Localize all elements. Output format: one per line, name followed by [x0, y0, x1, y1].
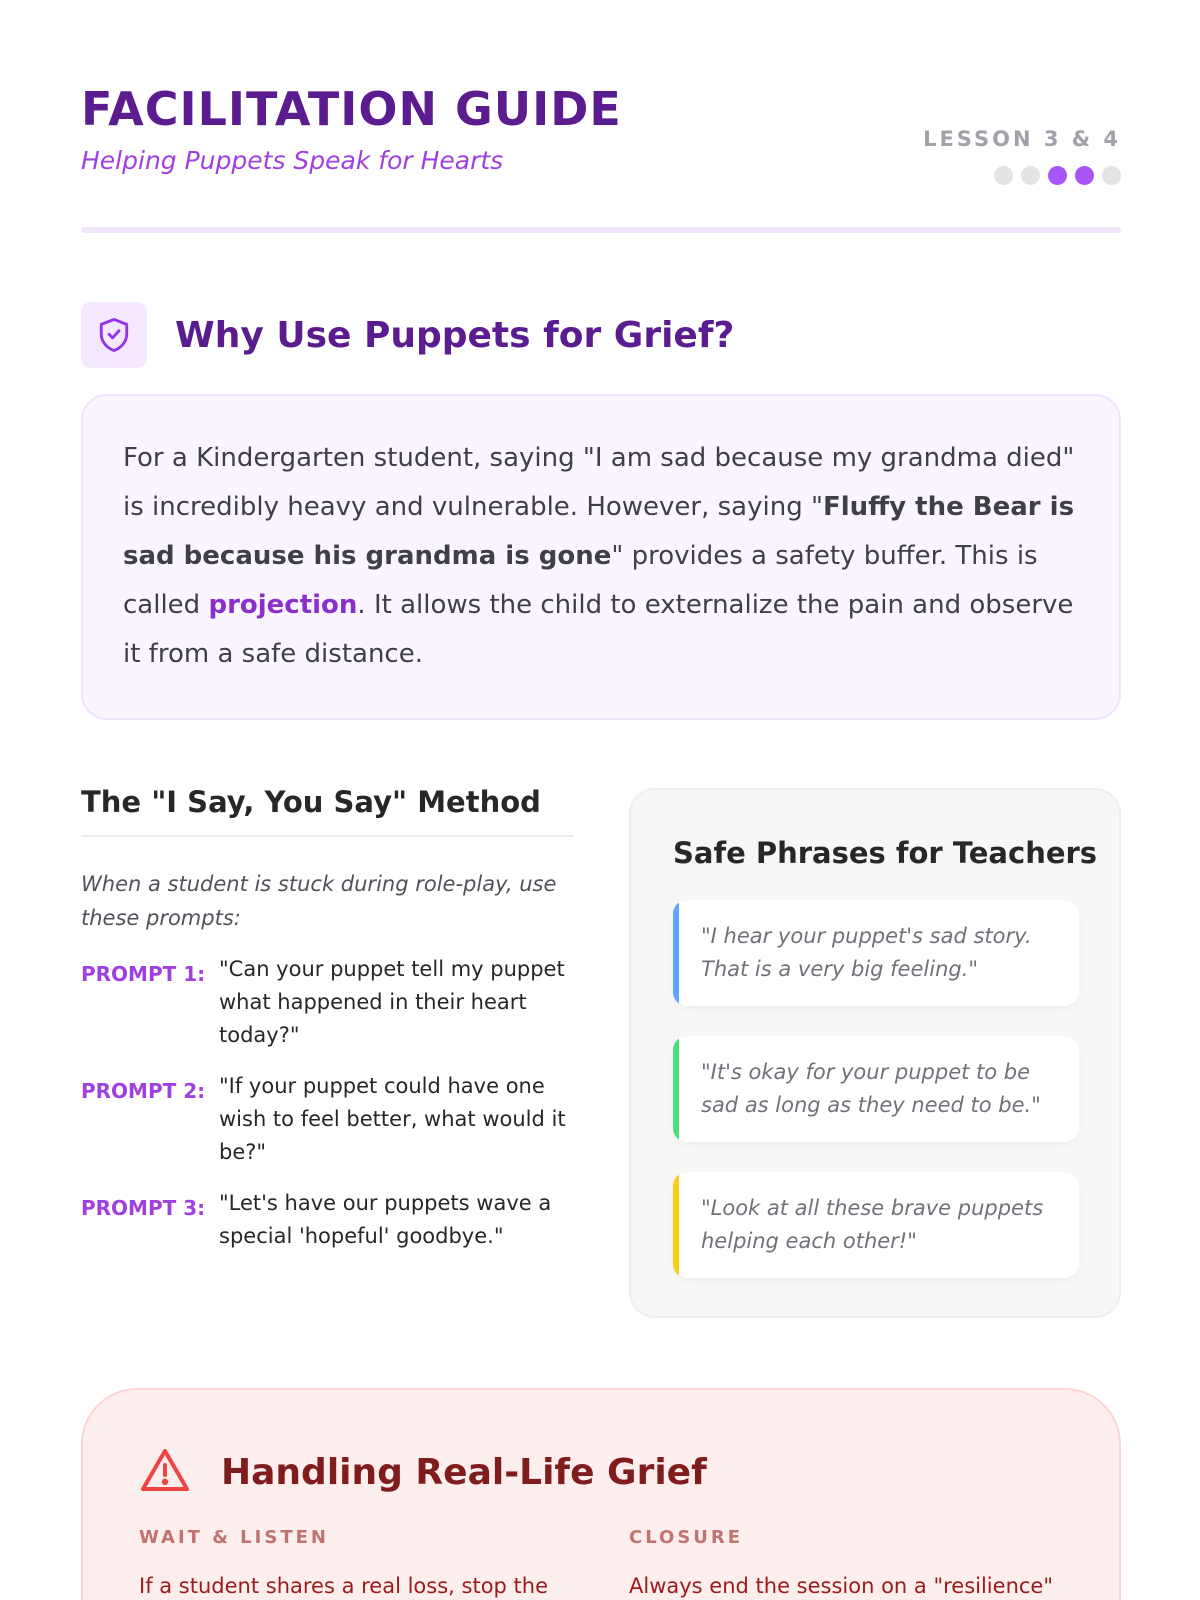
safe-phrase: [673, 1172, 1079, 1278]
progress-dot-active: [1075, 166, 1094, 185]
phrase-accent-bar: [673, 1172, 679, 1278]
safe-phrase: [673, 1036, 1079, 1142]
closure-column: [629, 1527, 1053, 1600]
progress-dot: [1021, 166, 1040, 185]
i-say-you-say-method: [81, 785, 574, 1253]
warning-triangle-icon: [139, 1447, 191, 1497]
prompt-text: "Can your puppet tell my puppet what happened in their heart today?": [219, 957, 565, 1047]
page-title: FACILITATION GUIDE: [81, 82, 622, 136]
prompt-label: PROMPT 1:: [81, 962, 206, 986]
safe-phrases-title: Safe Phrases for Teachers: [673, 836, 1098, 870]
why-section-heading: [81, 302, 734, 368]
projection-term: projection: [208, 590, 358, 620]
callout-text-2: " provides a safety buffer. This is called: [123, 541, 1038, 620]
wait-and-listen-column: [139, 1527, 559, 1600]
callout-text-1: For a Kindergarten student, saying "I am sad because my grandma died" is incredibly heavy and vulnerable. However, saying ": [123, 443, 1075, 522]
projection-explanation: [123, 434, 1079, 679]
closure-label: CLOSURE: [629, 1527, 744, 1548]
safe-phrases-list: [673, 900, 1077, 1278]
safe-phrase: [673, 900, 1079, 1006]
wait-listen-label: WAIT & LISTEN: [139, 1527, 329, 1548]
grief-heading: [139, 1447, 707, 1497]
safe-phrases-card: [629, 788, 1121, 1318]
method-divider: [81, 835, 574, 837]
real-life-grief-card: [81, 1388, 1121, 1600]
callout-bold-example: Fluffy the Bear is sad because his grandma is gone: [123, 492, 1075, 571]
projection-callout: [81, 394, 1121, 720]
progress-dot-active: [1048, 166, 1067, 185]
phrase-accent-bar: [673, 900, 679, 1006]
page-subtitle: Helping Puppets Speak for Hearts: [81, 146, 504, 175]
prompt-label: PROMPT 2:: [81, 1079, 206, 1103]
prompt-text: "Let's have our puppets wave a special 'hopeful' goodbye.": [219, 1191, 552, 1248]
phrase-accent-bar: [673, 1036, 679, 1142]
wait-listen-text: If a student shares a real loss, stop the: [139, 1574, 549, 1598]
grief-title: Handling Real-Life Grief: [221, 1451, 707, 1493]
prompt-text: "If your puppet could have one wish to feel better, what would it be?": [219, 1074, 566, 1164]
progress-dot: [1102, 166, 1121, 185]
prompt-item: [81, 953, 574, 1052]
phrase-text: "I hear your puppet's sad story. That is a very big feeling.": [701, 924, 1032, 981]
prompt-item: [81, 1187, 574, 1253]
phrase-text: "It's okay for your puppet to be sad as long as they need to be.": [701, 1060, 1041, 1117]
prompt-item: [81, 1070, 574, 1169]
why-section-title: Why Use Puppets for Grief?: [175, 314, 735, 356]
callout-text-3: . It allows the child to externalize the pain and observe it from a safe distance.: [123, 590, 1074, 669]
method-intro: When a student is stuck during role-play, use these prompts:: [81, 872, 557, 930]
closure-text: Always end the session on a "resilience": [629, 1574, 1053, 1598]
phrase-text: "Look at all these brave puppets helping each other!": [701, 1196, 1044, 1253]
guide-header: [81, 80, 1121, 235]
progress-dot: [994, 166, 1013, 185]
lesson-label: LESSON 3 & 4: [923, 127, 1121, 151]
shield-check-icon: [81, 302, 147, 368]
header-divider: [81, 227, 1121, 233]
prompt-label: PROMPT 3:: [81, 1196, 206, 1220]
lesson-progress-dots: [994, 166, 1121, 185]
method-title: The "I Say, You Say" Method: [81, 785, 541, 819]
